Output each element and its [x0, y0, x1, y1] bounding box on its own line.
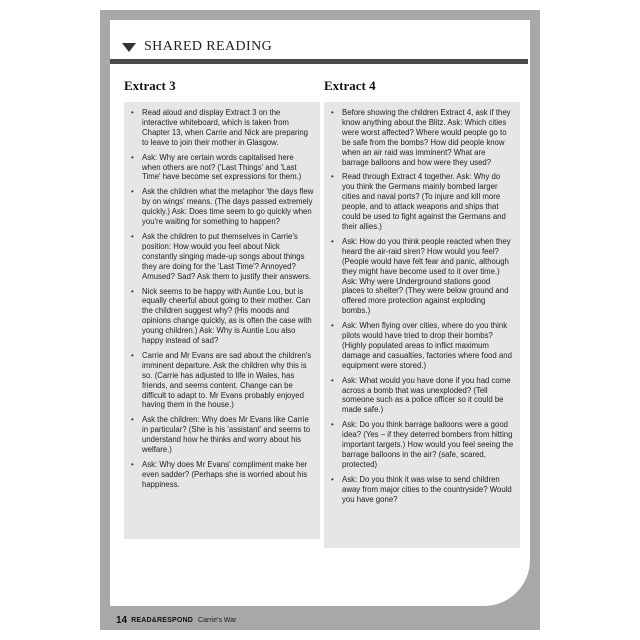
page: [100, 10, 540, 630]
section-header: [122, 40, 272, 54]
extract-3-list: [130, 108, 314, 490]
extract-4-list: [330, 108, 514, 505]
extract-4-column: [324, 78, 520, 548]
list-item: • Ask: Why does Mr Evans' compliment make her even sadder? (Perhaps she is worried about his happiness.: [130, 460, 314, 490]
page-footer: [100, 610, 540, 630]
list-item: • Ask: Do you think barrage balloons were a good idea? (Yes – if they deterred bombers from hitting important targets.) How would you feel seeing the barrage balloons in the air? (safe, scared, protected): [330, 420, 514, 470]
list-item: • Read through Extract 4 together. Ask: Why do you think the Germans mainly bombed larger cities and naval ports? (To injure and kill more people, and to attack weapons and ships that could be used to fight against the Germans and their allies.): [330, 172, 514, 231]
extract-3-box: [124, 102, 320, 539]
list-item: • Ask the children to put themselves in Carrie's position: How would you feel about Nick constantly singing made-up songs about things they are doing for the 'Last Time'? Annoyed? Amused? Sad? Ask them to justify their answers.: [130, 232, 314, 282]
list-item: • Ask: Do you think it was wise to send children away from major cities to the countryside? Would you have gone?: [330, 475, 514, 505]
list-item: • Ask the children what the metaphor 'the days flew by on wings' means. (The days passed extremely quickly.) Ask: Does time seem to go quickly when you're waiting for something to happen?: [130, 187, 314, 227]
header-rule: [110, 59, 528, 64]
list-item: • Carrie and Mr Evans are sad about the children's imminent departure. Ask the children why this is so. (Carrie has adjusted to life in Wales, has friends, and seems content. Change can be difficult to adapt to. Mr Evans probably enjoyed having them in the house.): [130, 351, 314, 410]
extract-3-heading: Extract 3: [124, 78, 176, 93]
section-title: SHARED READING: [144, 39, 273, 54]
page-sheet: [110, 20, 530, 606]
list-item: • Ask: What would you have done if you had come across a bomb that was unexploded? (Tell someone such as a police officer so it could be made safe.): [330, 376, 514, 416]
book-title: Carrie's War: [198, 616, 237, 624]
list-item: • Ask: Why are certain words capitalised here when others are not? ('Last Things' and 'Last Time' have become set expressions for them.): [130, 153, 314, 183]
list-item: • Ask: How do you think people reacted when they heard the air-raid siren? How would you feel? (People would have felt fear and panic, although they might have become used to it over time.) Ask: Why were Underground stations good places to shelter? (They were below ground and offered more protection against exploding bombs.): [330, 237, 514, 316]
extract-4-heading: Extract 4: [324, 78, 376, 93]
triangle-down-icon: [122, 43, 136, 52]
list-item: • Nick seems to be happy with Auntie Lou, but is equally cheerful about going to their mother. Can the children suggest why? (His moods and opinions change quickly, as is often the case with young children.) Ask: Why is Auntie Lou also happy instead of sad?: [130, 287, 314, 346]
list-item: • Read aloud and display Extract 3 on the interactive whiteboard, which is taken from Chapter 13, when Carrie and Nick are preparing to leave to join their mother in Glasgow.: [130, 108, 314, 148]
list-item: • Before showing the children Extract 4, ask if they know anything about the Blitz. Ask: Which cities were worst affected? Where would people go to be safe from the bombs? How did people know when an air raid was imminent? What are barrage balloons and how were they used?: [330, 108, 514, 167]
brand-logo: READ&RESPOND: [131, 616, 194, 624]
extract-4-box: [324, 102, 520, 548]
extract-3-column: [124, 78, 320, 539]
page-number: 14: [116, 614, 128, 626]
list-item: • Ask: When flying over cities, where do you think pilots would have tried to drop their bombs? (Highly populated areas to inflict maximum damage and casualties, factories where food and equipment were stored.): [330, 321, 514, 371]
list-item: • Ask the children: Why does Mr Evans like Carrie in particular? (She is his 'assistant' and seems to understand how he thinks and worry about his welfare.): [130, 415, 314, 455]
